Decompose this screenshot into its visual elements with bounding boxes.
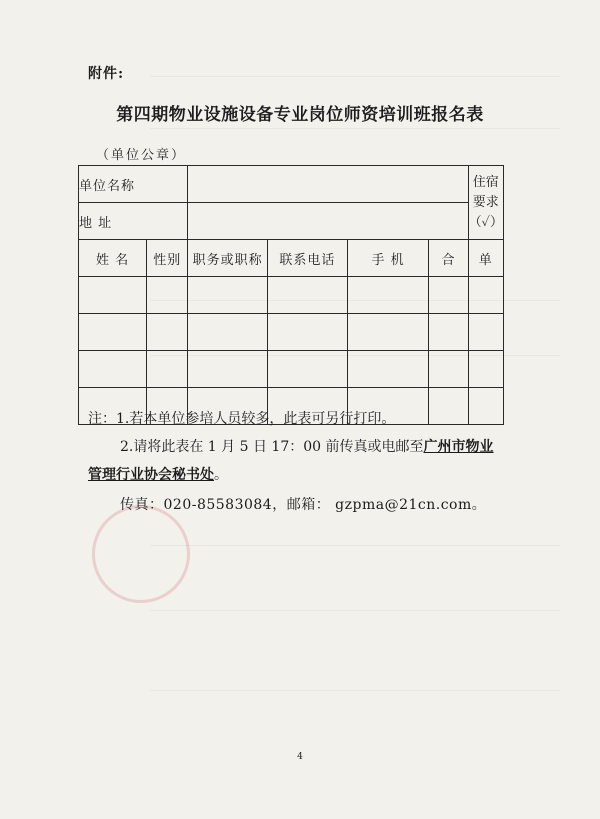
note-1: 注：1.若本单位参培人员较多，此表可另行打印。 bbox=[88, 411, 396, 427]
col-mobile: 手 机 bbox=[347, 240, 429, 277]
col-name: 姓 名 bbox=[79, 240, 147, 277]
column-header-row bbox=[79, 240, 504, 277]
faded-seal-stamp bbox=[92, 505, 190, 603]
col-shared-room: 合 bbox=[429, 240, 468, 277]
unit-seal-label: （单位公章） bbox=[96, 148, 187, 163]
note-2-cont: 管理行业协会秘书处。 bbox=[88, 467, 228, 483]
attachment-label: 附件: bbox=[88, 66, 125, 82]
lodging-requirement-header: 住宿 要求 （✓） bbox=[468, 166, 503, 240]
page-number: 4 bbox=[297, 752, 303, 762]
table-row[interactable] bbox=[79, 277, 504, 314]
notes-section bbox=[88, 405, 494, 489]
recipient-highlight-b: 管理行业协会秘书处 bbox=[88, 467, 214, 483]
address-field[interactable] bbox=[188, 203, 468, 240]
form-title: 第四期物业设施设备专业岗位师资培训班报名表 bbox=[116, 105, 484, 125]
registration-table bbox=[78, 165, 504, 425]
col-single-room: 单 bbox=[468, 240, 503, 277]
unit-name-field[interactable] bbox=[188, 166, 468, 203]
col-gender: 性别 bbox=[147, 240, 188, 277]
table-row[interactable] bbox=[79, 351, 504, 388]
unit-name-label: 单位名称 bbox=[79, 166, 188, 203]
col-phone: 联系电话 bbox=[268, 240, 348, 277]
table-row[interactable] bbox=[79, 314, 504, 351]
contact-line: 传真：020-85583084，邮箱： gzpma@21cn.com。 bbox=[120, 497, 487, 513]
address-label: 地 址 bbox=[79, 203, 188, 240]
recipient-highlight-a: 广州市物业 bbox=[423, 439, 494, 455]
note-2: 2.请将此表在 1 月 5 日 17：00 前传真或电邮至广州市物业 bbox=[120, 439, 494, 455]
col-position: 职务或职称 bbox=[188, 240, 268, 277]
